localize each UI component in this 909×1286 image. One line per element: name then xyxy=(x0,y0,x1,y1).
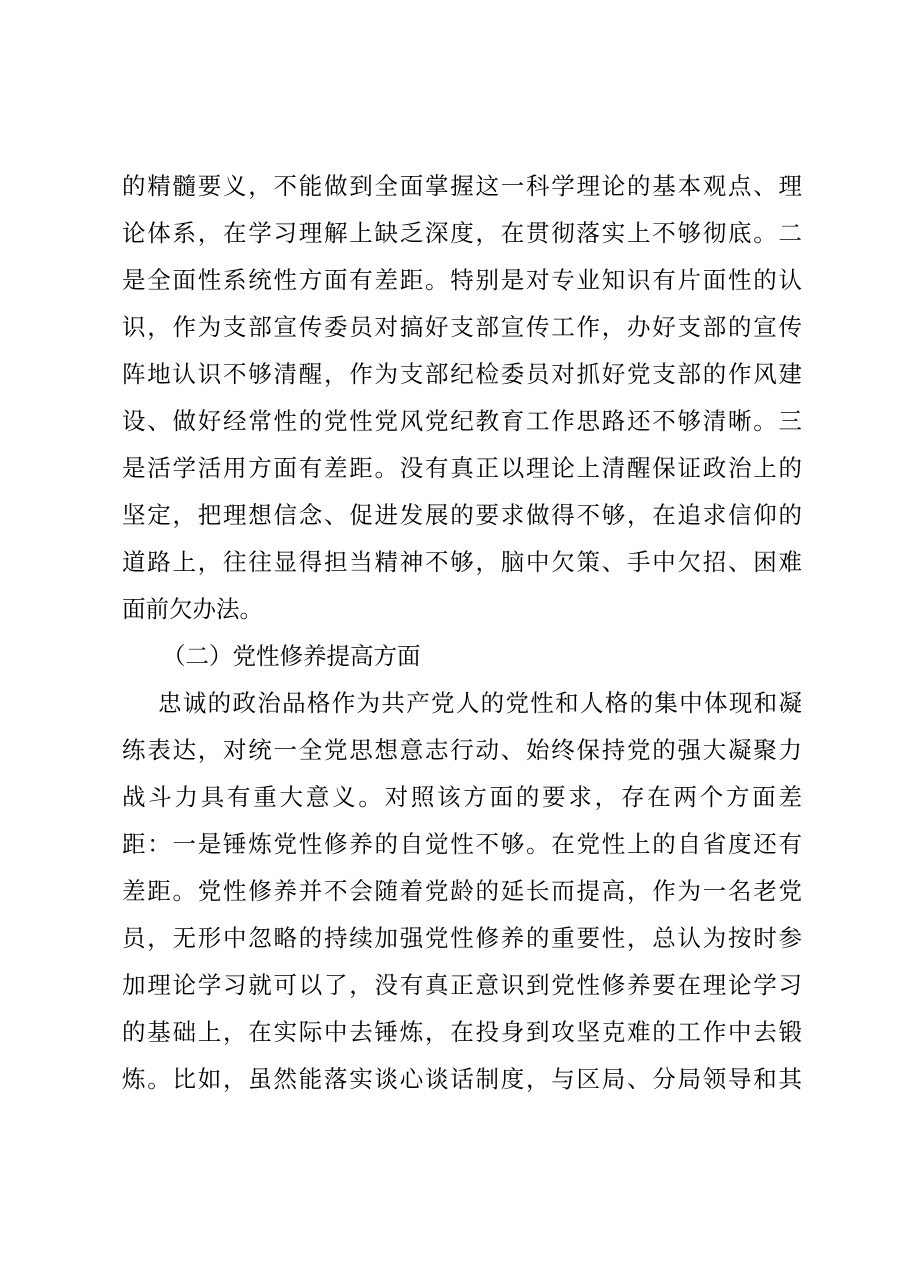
body-text xyxy=(122,163,802,1103)
text-line: 的精髓要义，不能做到全面掌握这一科学理论的基本观点、理 xyxy=(122,172,802,200)
text-line: 员，无形中忽略的持续加强党性修养的重要性，总认为按时参 xyxy=(122,924,802,952)
text-line: 设、做好经常性的党性党风党纪教育工作思路还不够清晰。三 xyxy=(122,407,802,435)
text-line: 加理论学习就可以了，没有真正意识到党性修养要在理论学习 xyxy=(122,971,802,999)
text-line: 坚定，把理想信念、促进发展的要求做得不够，在追求信仰的 xyxy=(122,501,802,529)
text-line: 差距。党性修养并不会随着党龄的延长而提高，作为一名老党 xyxy=(122,877,802,905)
text-line: 识，作为支部宣传委员对搞好支部宣传工作，办好支部的宣传 xyxy=(122,313,802,341)
text-line: 道路上，往往显得担当精神不够，脑中欠策、手中欠招、困难 xyxy=(122,548,802,576)
text-line: 练表达，对统一全党思想意志行动、始终保持党的强大凝聚力 xyxy=(122,736,802,764)
text-line: 是活学活用方面有差距。没有真正以理论上清醒保证政治上的 xyxy=(122,454,802,482)
text-line: 的基础上，在实际中去锤炼，在投身到攻坚克难的工作中去锻 xyxy=(122,1018,802,1046)
text-line: 忠诚的政治品格作为共产党人的党性和人格的集中体现和凝 xyxy=(158,689,802,717)
text-line: 距：一是锤炼党性修养的自觉性不够。在党性上的自省度还有 xyxy=(122,830,802,858)
text-line: 战斗力具有重大意义。对照该方面的要求，存在两个方面差 xyxy=(122,783,802,811)
text-line: 面前欠办法。 xyxy=(122,595,263,623)
text-line: 论体系，在学习理解上缺乏深度，在贯彻落实上不够彻底。二 xyxy=(122,219,802,247)
section-heading: （二）党性修养提高方面 xyxy=(162,642,421,670)
text-line: 是全面性系统性方面有差距。特别是对专业知识有片面性的认 xyxy=(122,266,802,294)
text-line: 炼。比如，虽然能落实谈心谈话制度，与区局、分局领导和其 xyxy=(122,1065,802,1093)
text-line: 阵地认识不够清醒，作为支部纪检委员对抓好党支部的作风建 xyxy=(122,360,802,388)
